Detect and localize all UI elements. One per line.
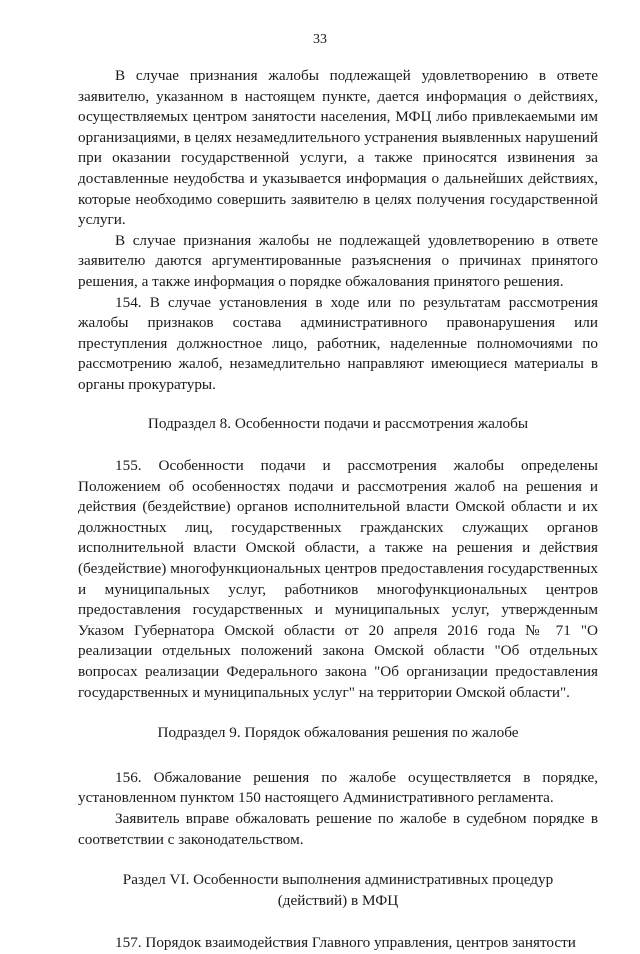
section-6-heading-line2: (действий) в МФЦ bbox=[277, 891, 399, 909]
subsection-8-heading: Подраздел 8. Особенности подачи и рассмотрения жалобы bbox=[147, 414, 529, 432]
page-number: 33 bbox=[313, 32, 327, 47]
section-6-heading-line1: Раздел VI. Особенности выполнения административных процедур bbox=[122, 871, 554, 889]
paragraph-156: 156. Обжалование решения по жалобе осуществляется в порядке, установленном пунктом 150 настоящего Административного регламента. bbox=[78, 768, 598, 807]
paragraph-155: 155. Особенности подачи и рассмотрения жалобы определены Положением об особенностях подачи и рассмотрения жалоб на решения и действия (бездействие) органов исполнительной власти Омской области и их должностных лиц, государственных гражданских служащих органов исполнительной власти Омской области, а также на решения и действия (бездействие) многофункциональных центров предоставления государственных и муниципальных услуг, работников многофункциональных центров предоставления государственных и муниципальных услуг, утвержденным Указом Губернатора Омской области от 20 апреля 2016 года № 71 "О реализации отдельных положений закона Омской области "Об отдельных вопросах реализации Федерального закона "Об организации предоставления государственных и муниципальных услуг" на территории Омской области". bbox=[78, 457, 598, 701]
paragraph-157: 157. Порядок взаимодействия Главного управления, центров занятости bbox=[115, 934, 576, 952]
subsection-9-heading: Подраздел 9. Порядок обжалования решения по жалобе bbox=[157, 724, 519, 742]
paragraph-complaint-upheld: В случае признания жалобы подлежащей удовлетворению в ответе заявителю, указанном в настоящем пункте, дается информация о действиях, осуществляемых центром занятости населения, МФЦ либо привлекаемыми им организациями, в целях незамедлительного устранения выявленных нарушений при оказании государственной услуги, а также приносятся извинения за доставленные неудобства и указывается информация о дальнейших действиях, которые необходимо совершить заявителю в целях получения государственной услуги. bbox=[78, 67, 598, 229]
paragraph-154: 154. В случае установления в ходе или по результатам рассмотрения жалобы признаков состава административного правонарушения или преступления должностное лицо, работник, наделенные полномочиями по рассмотрению жалоб, незамедлительно направляют имеющиеся материалы в органы прокуратуры. bbox=[78, 293, 598, 393]
paragraph-complaint-rejected: В случае признания жалобы не подлежащей удовлетворению в ответе заявителю даются аргументированные разъяснения о причинах принятого решения, а также информация о порядке обжалования принятого решения. bbox=[78, 231, 598, 290]
document-body bbox=[78, 66, 598, 954]
paragraph-judicial-appeal: Заявитель вправе обжаловать решение по жалобе в судебном порядке в соответствии с законодательством. bbox=[78, 810, 598, 848]
